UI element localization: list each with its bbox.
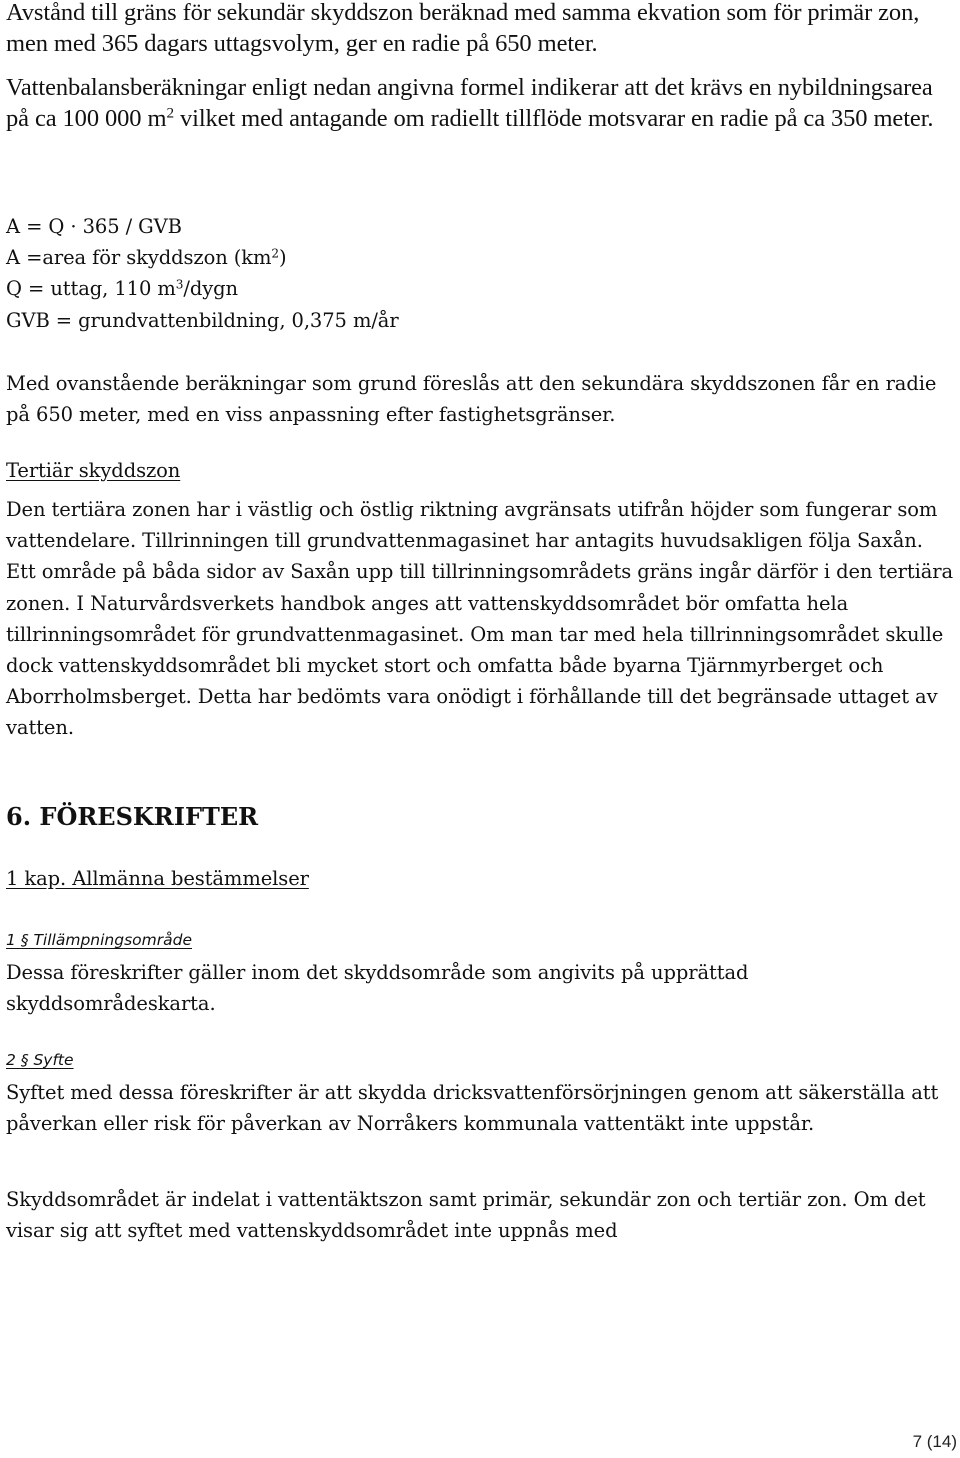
formula-equation: A = Q · 365 / GVB [6,215,182,238]
chapter-heading: 1 kap. Allmänna bestämmelser [6,867,309,890]
paragraph-secondary-zone-proposal: Med ovanstående beräkningar som grund föreslås att den sekundära skyddszonen får en radie på 650 meter, med en viss anpassning efter fastighetsgränser. [6,372,937,427]
heading-tertiary-zone: Tertiär skyddszon [6,459,181,482]
paragraph-water-balance [6,72,956,135]
paragraph-skyddsomradet-text: Skyddsområdet är indelat i vattentäktszon samt primär, sekundär zon och tertiär zon. Om det visar sig att syftet med vattenskyddsområdet inte uppnås med [6,1188,926,1243]
water-balance-text: Vattenbalansberäkningar enligt nedan angivna formel indikerar att det krävs en nybildningsarea på ca 100 000 m [6,74,933,133]
formula-block [6,211,956,336]
paragraph-secondary-zone-distance: Avstånd till gräns för sekundär skyddszon beräknad med samma ekvation som för primär zon, men med 365 dagars uttagsvolym, ger en radie på 650 meter. [6,0,920,58]
formula-area-definition: A =area för skyddszon $(km^2)$ [6,246,287,270]
paragraph-heading-syfte: 2 § Syfte [6,1051,74,1069]
paragraph-tillampningsomrade-text: Dessa föreskrifter gäller inom det skyddsområde som angivits på upprättad skyddsområdeskarta. [6,961,749,1016]
section-heading-foreskrifter: 6. FÖRESKRIFTER [6,802,259,831]
formula-gvb-definition: GVB = grundvattenbildning, 0,375 m/år [6,308,399,332]
superscript: 2 [166,104,174,122]
water-balance-text-cont: vilket med antagande om radiellt tillflöde motsvarar en radie på ca 350 meter. [173,105,934,133]
paragraph-tertiary-zone: Den tertiära zonen har i västlig och östlig riktning avgränsats utifrån höjder som fungerar som vattendelare. Tillrinningen till grundvattenmagasinet har antagits huvudsakligen följa Saxån. Ett område på båda sidor av Saxån upp till tillrinningsområdets gräns ingår därför i den tertiära zonen. I Naturvårdsverkets handbok anges att vattenskyddsområdet bör omfatta hela tillrinningsområdet för grundvattenmagasinet. Om man tar med hela tillrinningsområdet skulle dock vattenskyddsområdet bli mycket stort och omfatta både byarna Tjärnmyrberget och Aborrholmsberget. Detta har bedömts vara onödigt i förhållande till det begränsade uttaget av vatten. [6,498,954,740]
page-number: 7 (14) [912,1432,957,1451]
paragraph-syfte-text: Syftet med dessa föreskrifter är att skydda dricksvattenförsörjningen genom att säkerställa att påverkan eller risk för påverkan av Norråkers kommunala vattentäkt inte uppstår. [6,1081,939,1136]
formula-uttag-definition: Q = uttag, 110 $m^3$/dygn [6,277,238,301]
paragraph-heading-tillampningsomrade: 1 § Tillämpningsområde [6,931,192,949]
